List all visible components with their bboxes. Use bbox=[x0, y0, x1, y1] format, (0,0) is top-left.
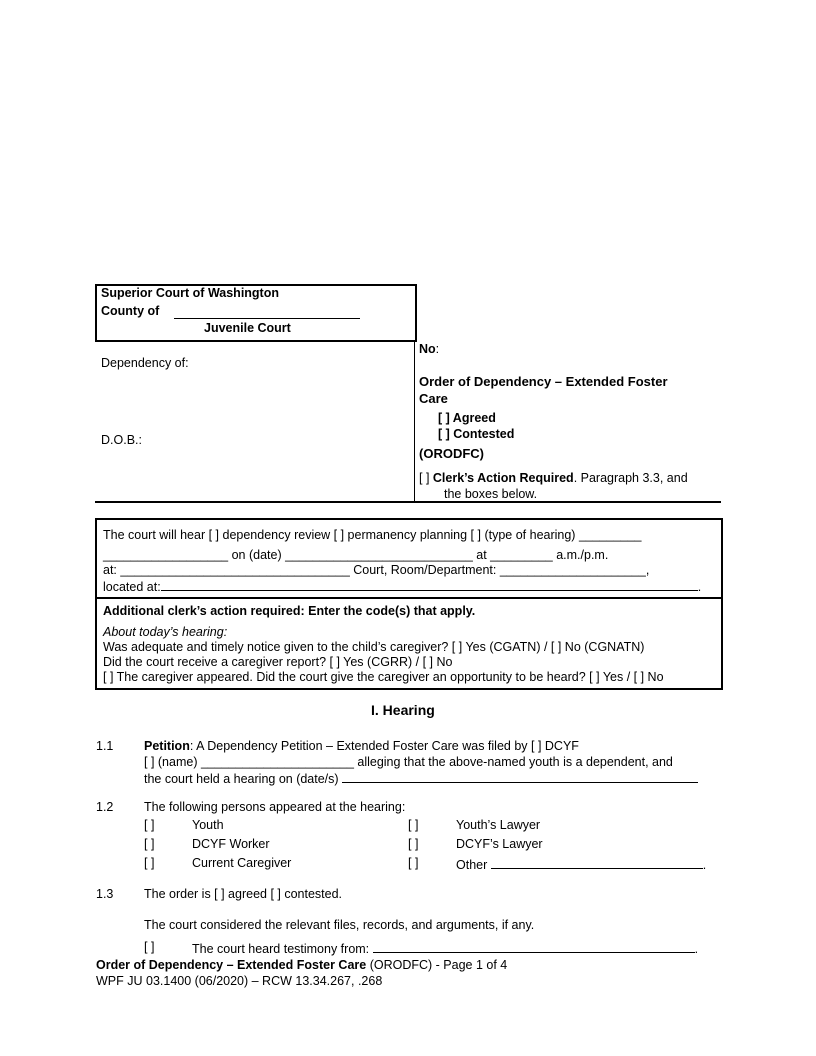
clerk-action-line2: the boxes below. bbox=[444, 487, 538, 501]
person-youth-box[interactable]: [ ] bbox=[144, 818, 155, 832]
doc-title-line1: Order of Dependency – Extended Foster bbox=[419, 374, 668, 389]
testimony-line bbox=[192, 940, 698, 956]
caregiver-heard-question[interactable]: [ ] The caregiver appeared. Did the court give the caregiver an opportunity to be heard? [ ] Yes / [ ] No bbox=[103, 670, 664, 684]
petition-text[interactable]: : A Dependency Petition – Extended Foster Care was filed by [ ] DCYF bbox=[189, 739, 579, 753]
case-number[interactable] bbox=[419, 342, 439, 356]
no-label: No bbox=[419, 342, 436, 356]
person-dcyf-worker-box[interactable]: [ ] bbox=[144, 837, 155, 851]
caption-bottom-rule bbox=[95, 501, 721, 503]
clerk-action-line bbox=[419, 471, 688, 485]
petition-label: Petition bbox=[144, 739, 190, 753]
person-other-label: Other bbox=[456, 858, 488, 872]
testimony-end: . bbox=[694, 942, 699, 956]
person-caregiver-label: Current Caregiver bbox=[192, 856, 292, 870]
clerk-codes-heading: Additional clerk’s action required: Enter the code(s) that apply. bbox=[103, 604, 476, 618]
clerk-action-bold: Clerk’s Action Required bbox=[432, 471, 574, 485]
about-hearing-label: About today’s hearing: bbox=[103, 625, 228, 639]
hearing-date-label: the court held a hearing on (date/s) bbox=[144, 772, 339, 786]
hearing-line2[interactable]: __________________ on (date) ___________________________ at _________ a.m./p.m. bbox=[103, 548, 609, 562]
form-code: (ORODFC) bbox=[419, 446, 484, 461]
hearing-date-field[interactable] bbox=[342, 770, 698, 783]
person-dcyf-worker-label: DCYF Worker bbox=[192, 837, 270, 851]
hearing-box-divider bbox=[95, 597, 723, 599]
para-1-3-text[interactable]: The order is [ ] agreed [ ] contested. bbox=[144, 887, 343, 901]
footer-title-bold: Order of Dependency – Extended Foster Care bbox=[96, 958, 367, 972]
county-label: County of bbox=[101, 304, 160, 318]
footer-title bbox=[96, 958, 507, 972]
agreed-checkbox[interactable]: [ ] Agreed bbox=[438, 411, 496, 425]
location-end: . bbox=[697, 580, 702, 594]
footer-form-id: WPF JU 03.1400 (06/2020) – RCW 13.34.267, .268 bbox=[96, 974, 383, 988]
other-person-field[interactable] bbox=[491, 856, 703, 869]
person-dcyf-lawyer-label: DCYF’s Lawyer bbox=[456, 837, 543, 851]
hearing-line1[interactable]: The court will hear [ ] dependency review [ ] permanency planning [ ] (type of hearing) _________ bbox=[103, 528, 642, 542]
para-1-3-number: 1.3 bbox=[96, 887, 114, 901]
clerk-action-checkbox[interactable]: [ ] bbox=[419, 471, 430, 485]
court-considered-text: The court considered the relevant files, records, and arguments, if any. bbox=[144, 918, 535, 932]
county-field[interactable] bbox=[174, 305, 360, 319]
person-other-line bbox=[456, 856, 706, 872]
para-1-1-line1 bbox=[144, 739, 579, 753]
footer-page: (ORODFC) - Page 1 of 4 bbox=[366, 958, 508, 972]
person-youth-lawyer-box[interactable]: [ ] bbox=[408, 818, 419, 832]
caregiver-report-question[interactable]: Did the court receive a caregiver report? [ ] Yes (CGRR) / [ ] No bbox=[103, 655, 453, 669]
para-1-2-number: 1.2 bbox=[96, 800, 114, 814]
person-youth-lawyer-label: Youth’s Lawyer bbox=[456, 818, 541, 832]
hearing-location[interactable] bbox=[103, 578, 701, 594]
para-1-2-text: The following persons appeared at the hearing: bbox=[144, 800, 406, 814]
clerk-action-rest: . Paragraph 3.3, and bbox=[573, 471, 688, 485]
testimony-label: The court heard testimony from: bbox=[192, 942, 370, 956]
person-caregiver-box[interactable]: [ ] bbox=[144, 856, 155, 870]
hearing-line3[interactable]: at: _________________________________ Court, Room/Department: _____________________, bbox=[103, 563, 650, 577]
caption-divider bbox=[414, 340, 415, 502]
testimony-field[interactable] bbox=[373, 940, 695, 953]
person-dcyf-lawyer-box[interactable]: [ ] bbox=[408, 837, 419, 851]
testimony-box[interactable]: [ ] bbox=[144, 940, 155, 954]
para-1-1-number: 1.1 bbox=[96, 739, 114, 753]
person-youth-label: Youth bbox=[192, 818, 224, 832]
no-colon: : bbox=[435, 342, 440, 356]
court-name: Superior Court of Washington bbox=[101, 286, 279, 300]
para-1-1-line2[interactable]: [ ] (name) ______________________ alleging that the above-named youth is a dependent, and bbox=[144, 755, 673, 769]
notice-question[interactable]: Was adequate and timely notice given to the child’s caregiver? [ ] Yes (CGATN) / [ ] No (CGNATN) bbox=[103, 640, 645, 654]
contested-checkbox[interactable]: [ ] Contested bbox=[438, 427, 515, 441]
para-1-1-line3 bbox=[144, 770, 698, 786]
located-at-label: located at: bbox=[103, 580, 161, 594]
section-heading-hearing: I. Hearing bbox=[371, 702, 435, 718]
other-end: . bbox=[702, 858, 707, 872]
dob-label: D.O.B.: bbox=[101, 433, 142, 447]
dependency-of-label: Dependency of: bbox=[101, 356, 189, 370]
person-other-box[interactable]: [ ] bbox=[408, 856, 419, 870]
juvenile-court: Juvenile Court bbox=[204, 321, 291, 335]
doc-title-line2: Care bbox=[419, 391, 448, 406]
location-field[interactable] bbox=[161, 578, 698, 591]
